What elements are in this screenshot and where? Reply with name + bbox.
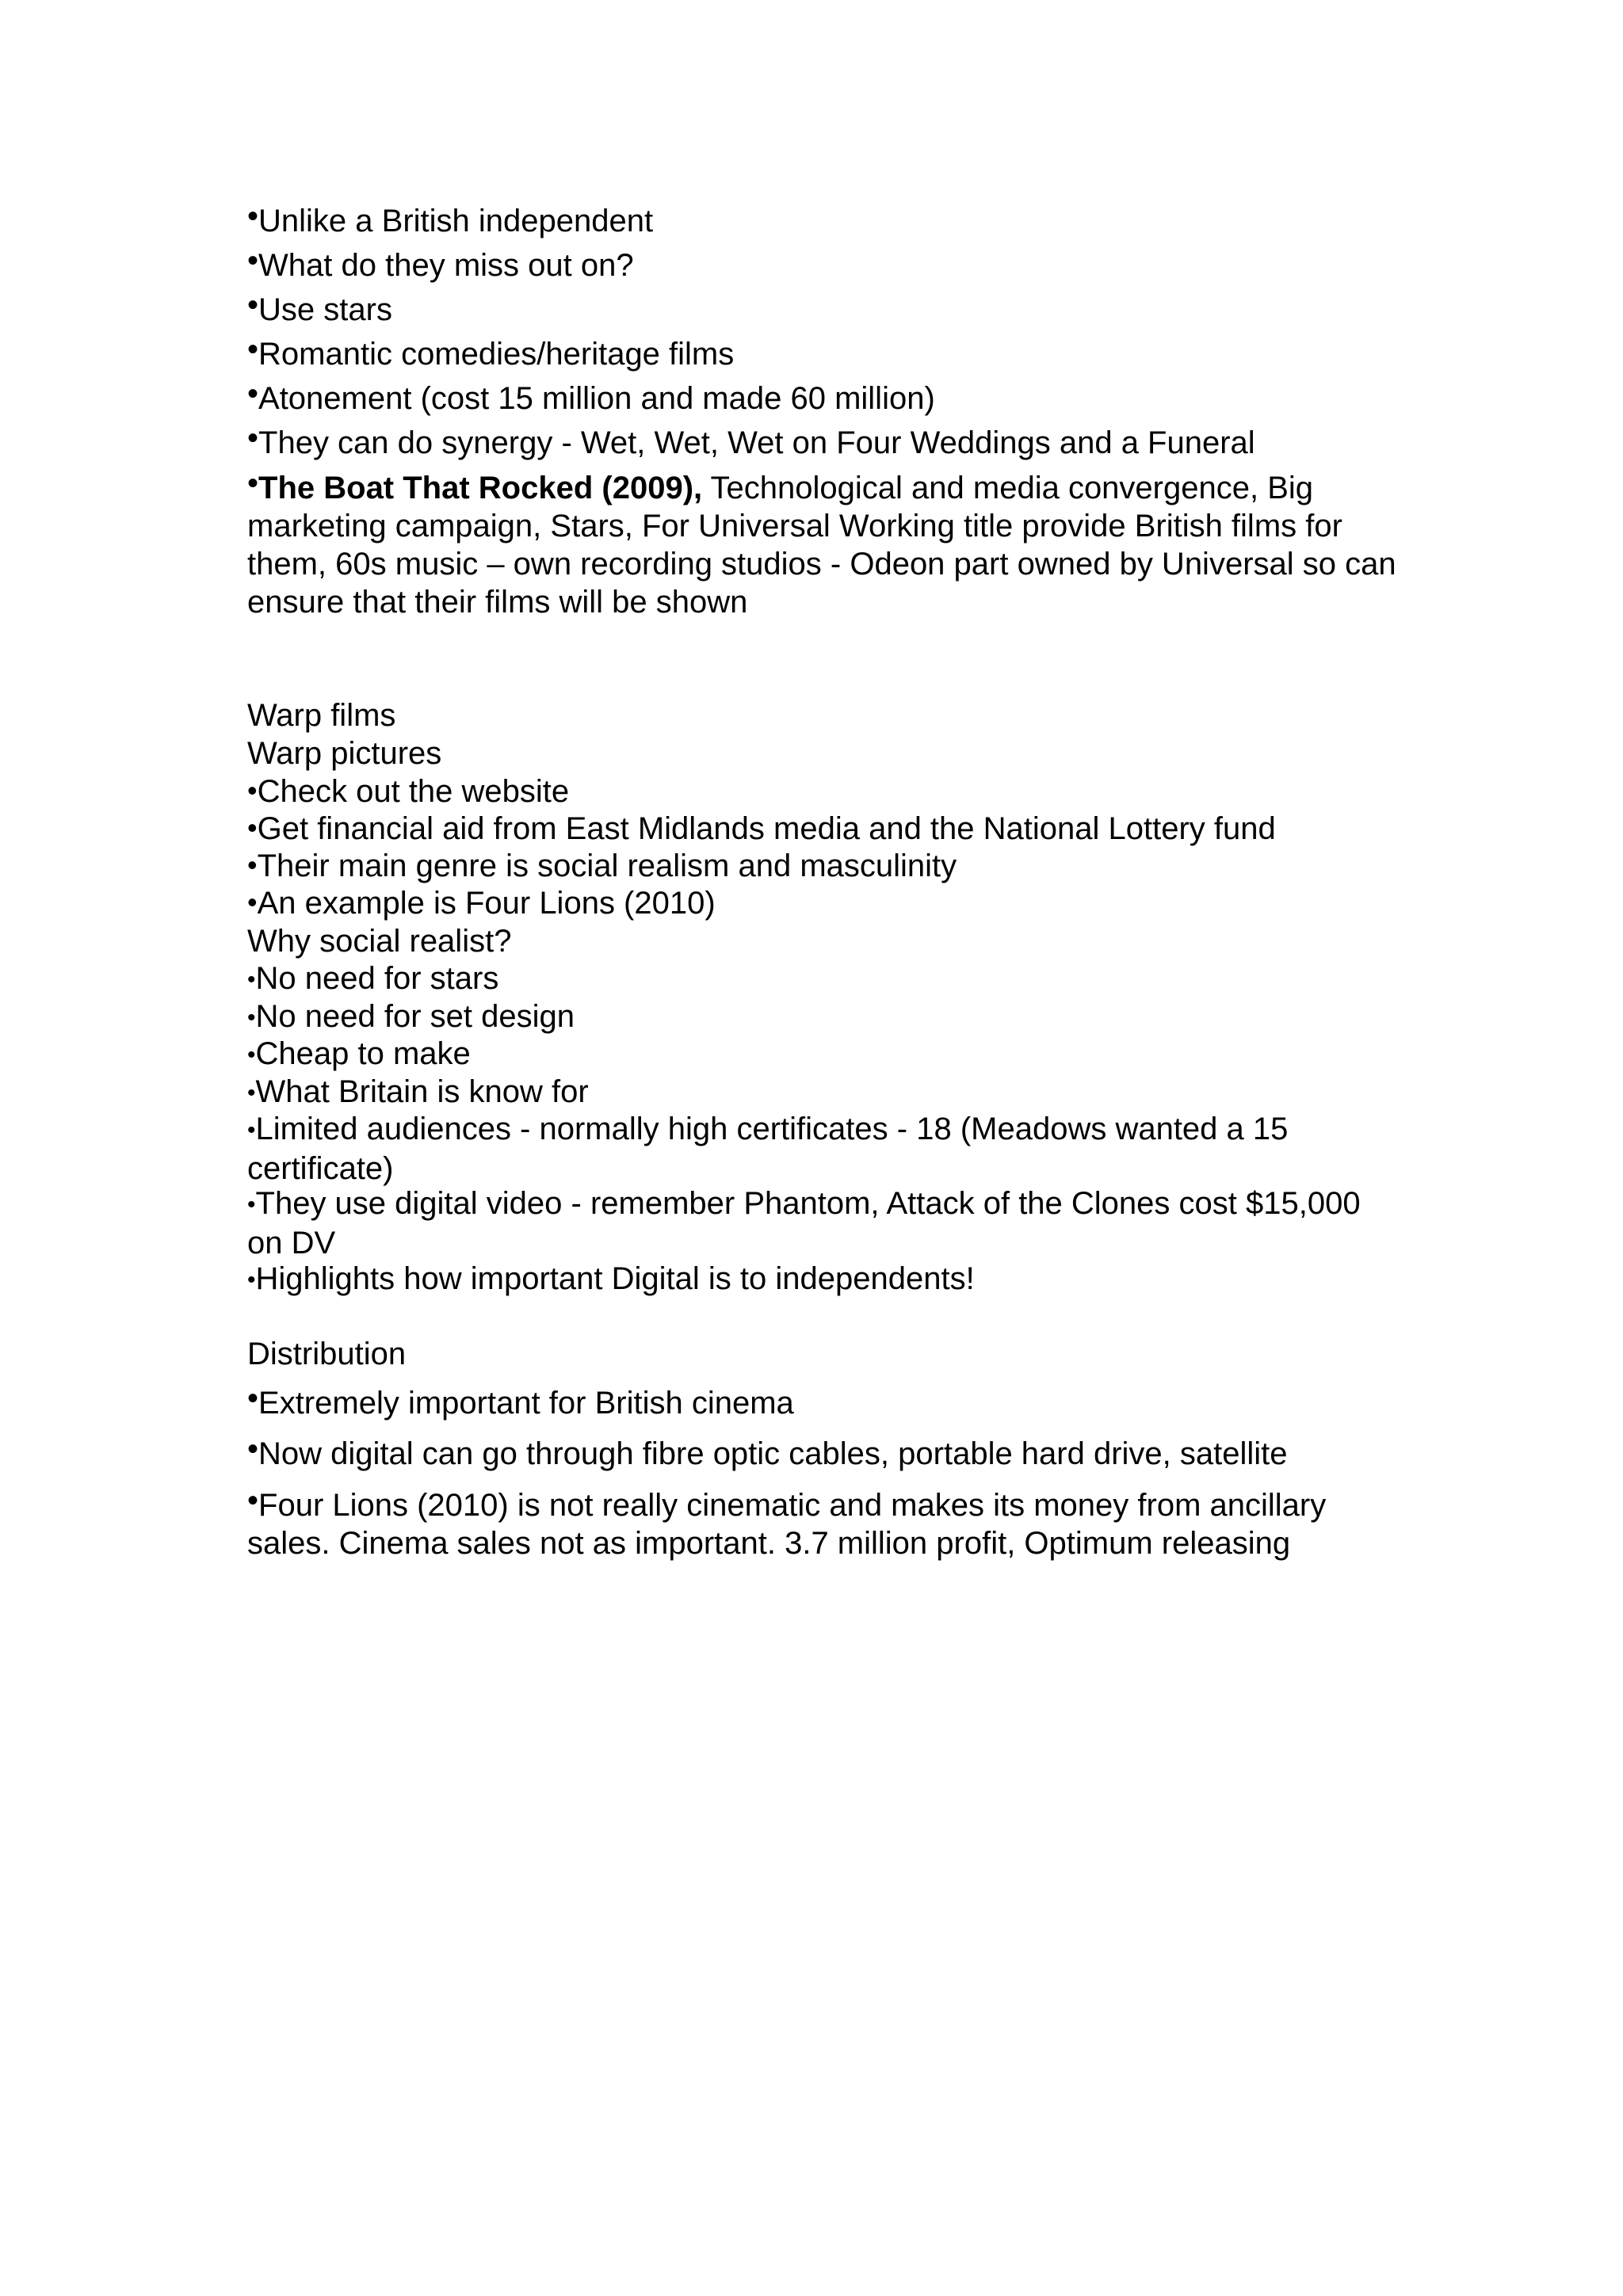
bullet: •	[247, 1381, 259, 1416]
list-item	[247, 243, 1404, 284]
bullet: •	[247, 1117, 256, 1143]
list-item-text: No need for stars	[255, 961, 499, 996]
list-item	[247, 1111, 1388, 1188]
list-item-text: Highlights how important Digital is to independents!	[255, 1261, 975, 1296]
list-item-text: Extremely important for British cinema	[258, 1386, 794, 1421]
list-item	[247, 1035, 1404, 1075]
list-item	[247, 1074, 1404, 1113]
list-item-text: Cheap to make	[255, 1036, 471, 1071]
list-item-text: Limited audiences - normally high certificates - 18 (Meadows wanted a 15 certificate)	[247, 1112, 1289, 1186]
list-item	[247, 199, 1404, 240]
list-item-text: They use digital video - remember Phantom, Attack of the Clones cost $15,000 on DV	[247, 1186, 1361, 1261]
list-item-text: Now digital can go through fibre optic cables, portable hard drive, satellite	[258, 1436, 1288, 1471]
bullet: •	[247, 811, 258, 844]
list-item-text: What Britain is know for	[255, 1074, 589, 1109]
bullet: •	[247, 243, 259, 278]
bullet: •	[247, 1080, 256, 1106]
list-item	[247, 288, 1404, 329]
list-item	[247, 998, 1404, 1038]
bullet: •	[247, 376, 259, 411]
bullet: •	[247, 1042, 256, 1068]
list-item-text: Romantic comedies/heritage films	[258, 337, 735, 372]
bullet: •	[247, 1267, 256, 1293]
list-item-text: An example is Four Lions (2010)	[257, 886, 716, 921]
list-item-text: Their main genre is social realism and masculinity	[257, 849, 957, 883]
list-item	[247, 1432, 1404, 1473]
bullet: •	[247, 332, 259, 367]
list-item	[247, 1261, 1404, 1300]
bullet: •	[247, 849, 258, 881]
list-item	[247, 1381, 1404, 1422]
bullet: •	[247, 1432, 259, 1466]
list-item-text: Unlike a British independent	[258, 204, 654, 238]
list-item-text: No need for set design	[255, 999, 575, 1034]
list-item-text: What do they miss out on?	[258, 248, 634, 283]
section-heading-warp-pictures: Warp pictures	[247, 736, 442, 771]
list-item	[247, 885, 1404, 922]
list-item-text: Get financial aid from East Midlands media and the National Lottery fund	[257, 811, 1276, 846]
list-item	[247, 960, 1404, 1000]
bullet: •	[247, 1192, 256, 1218]
bullet: •	[247, 199, 259, 234]
list-item-text: Use stars	[258, 292, 392, 327]
bullet: •	[247, 886, 258, 918]
list-item	[247, 848, 1404, 885]
list-item	[247, 421, 1404, 462]
list-item-text: Technological and media convergence, Big marketing campaign, Stars, For Universal Working title provide British films for them, 60s music – own recording studios - Odeon part owned by Universal so can ensure that their films will be shown	[247, 471, 1396, 620]
list-item	[247, 810, 1404, 848]
list-item	[247, 332, 1404, 373]
list-item-boat-that-rocked	[247, 466, 1404, 621]
bullet: •	[247, 421, 259, 456]
list-item	[247, 1483, 1404, 1562]
list-item	[247, 1185, 1388, 1262]
list-item-text: They can do synergy - Wet, Wet, Wet on Four Weddings and a Funeral	[258, 425, 1255, 460]
bullet: •	[247, 1483, 259, 1518]
bullet: •	[247, 466, 259, 501]
subheading-why-social-realist: Why social realist?	[247, 924, 512, 959]
bullet: •	[247, 967, 256, 993]
list-item-text: Check out the website	[257, 774, 570, 809]
list-item	[247, 376, 1404, 418]
bullet: •	[247, 774, 258, 807]
list-item-text: Atonement (cost 15 million and made 60 million)	[258, 381, 935, 416]
list-item-text: Four Lions (2010) is not really cinematic and makes its money from ancillary sales. Cinema sales not as important. 3.7 million profit, Optimum releasing	[247, 1488, 1327, 1561]
bullet: •	[247, 1005, 256, 1031]
section-heading-warp-films: Warp films	[247, 698, 396, 733]
bullet: •	[247, 288, 259, 322]
film-title-bold: The Boat That Rocked (2009),	[258, 471, 703, 505]
list-item	[247, 773, 1404, 810]
section-heading-distribution: Distribution	[247, 1337, 407, 1371]
